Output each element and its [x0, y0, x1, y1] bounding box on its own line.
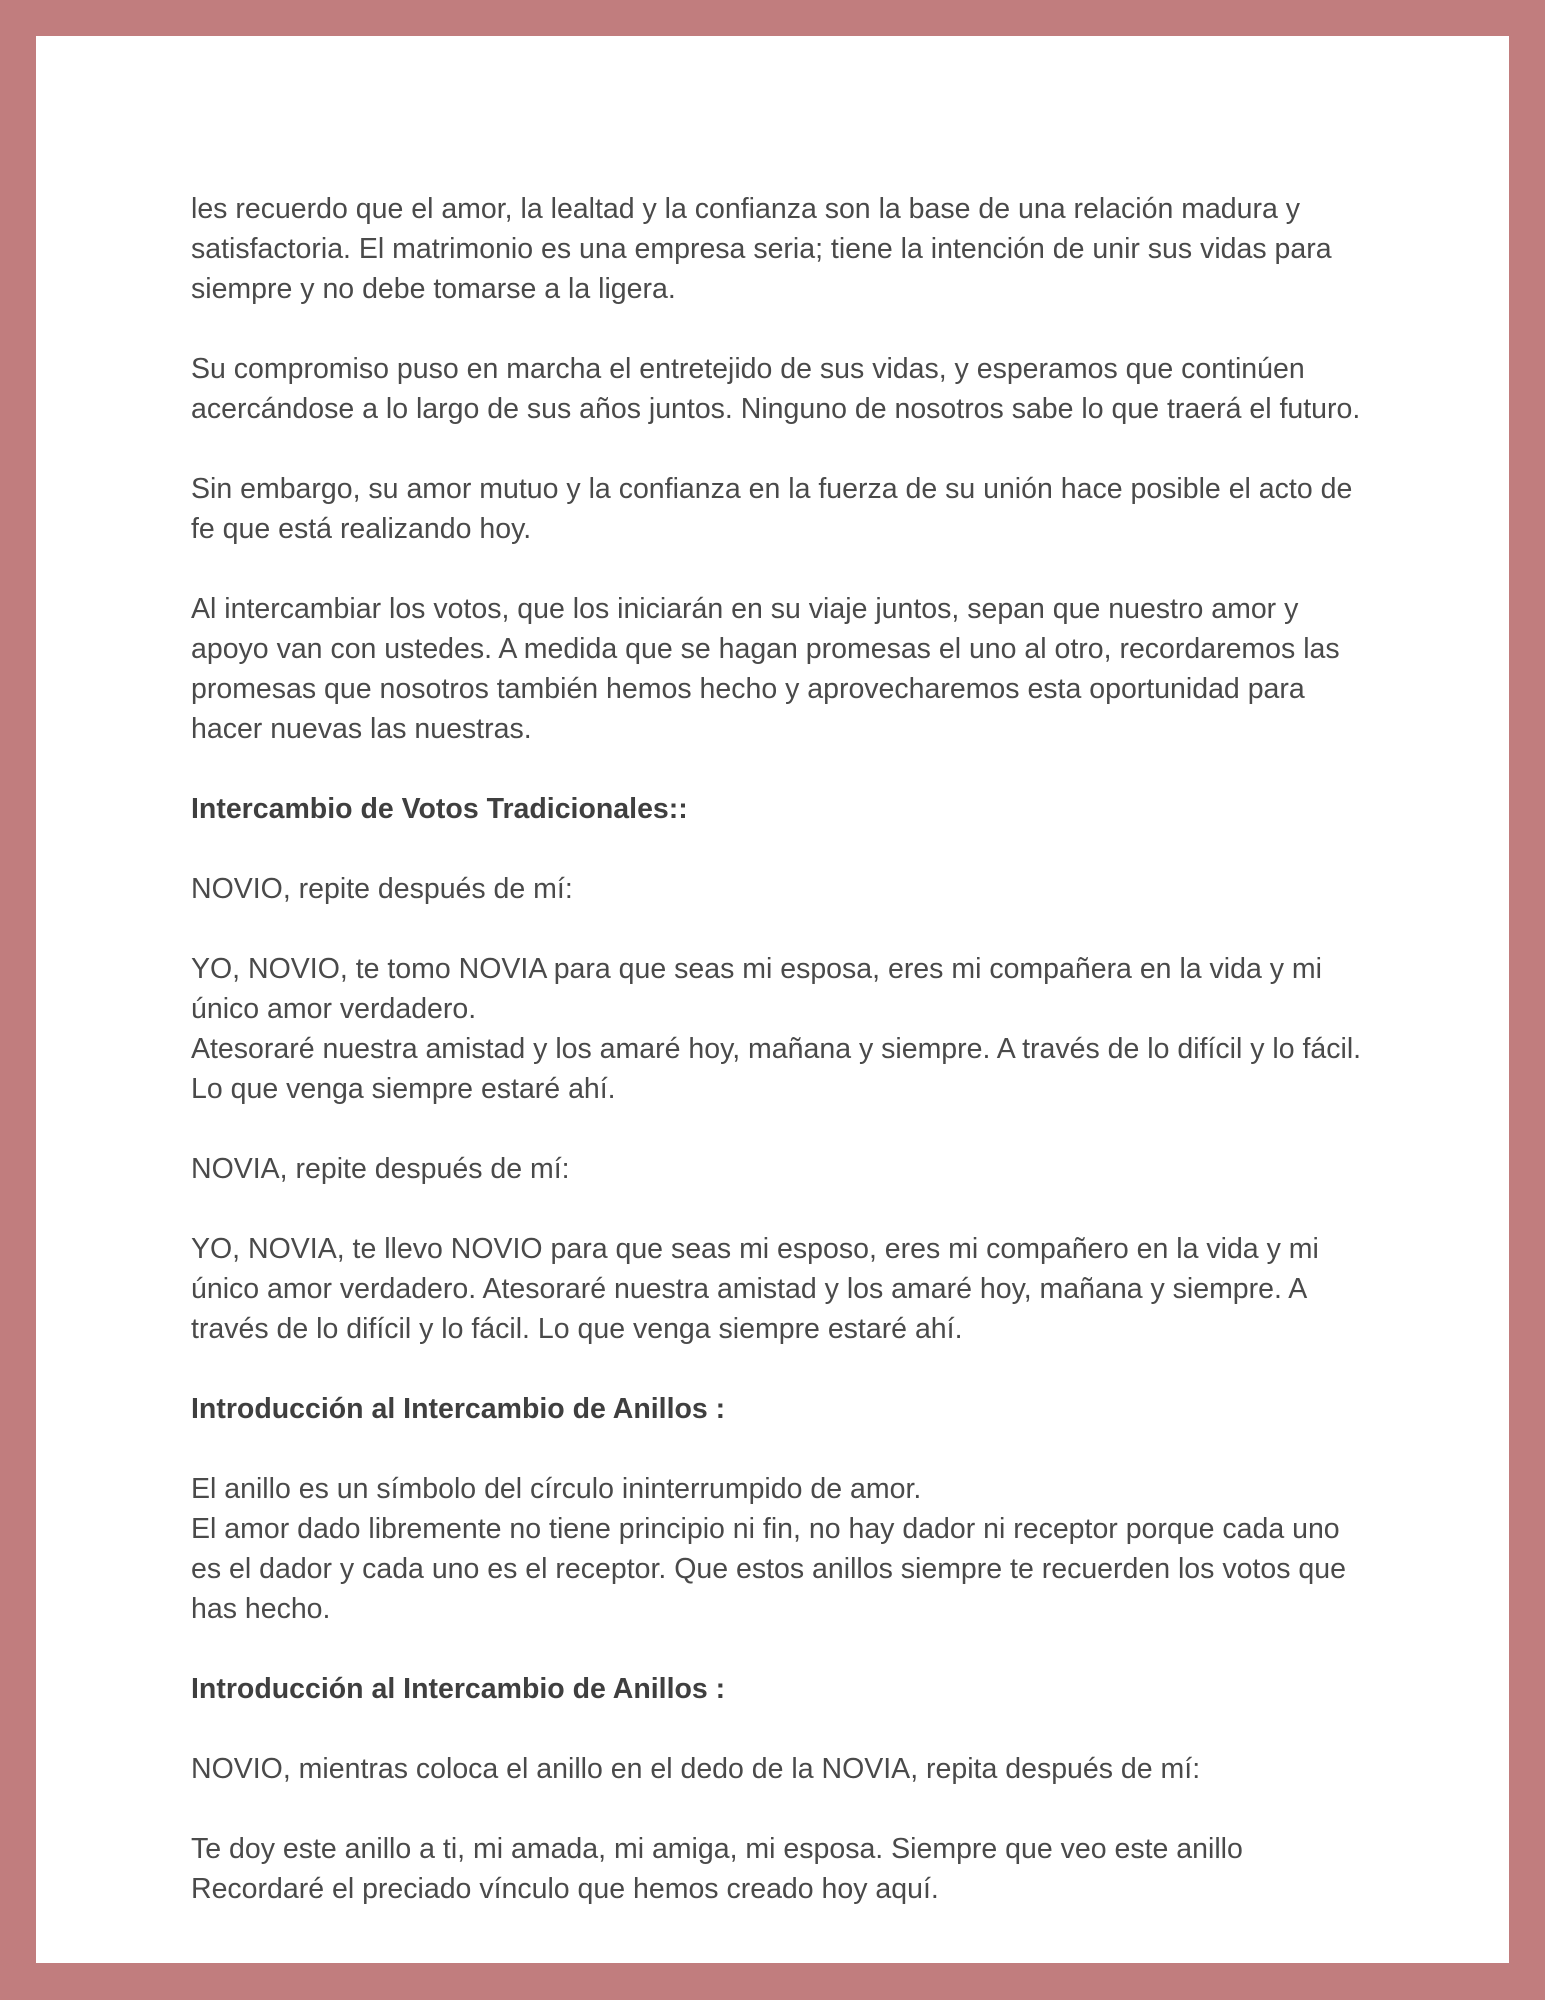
document-body [191, 189, 1461, 1909]
paragraph [191, 589, 1461, 749]
text-line: promesas que nosotros también hemos hecho y aprovecharemos esta oportunidad para [191, 673, 1305, 705]
paragraph [191, 1469, 1461, 1629]
text-line: has hecho. [191, 1593, 331, 1625]
text-line: apoyo van con ustedes. A medida que se hagan promesas el uno al otro, recordaremos las [191, 633, 1340, 665]
text-line: Lo que venga siempre estaré ahí. [191, 1073, 616, 1105]
text-line: acercándose a lo largo de sus años juntos. Ninguno de nosotros sabe lo que traerá el futuro. [191, 393, 1361, 425]
paragraph [191, 1829, 1461, 1909]
text-line: NOVIO, mientras coloca el anillo en el dedo de la NOVIA, repita después de mí: [191, 1753, 1201, 1785]
paragraph [191, 869, 1461, 909]
text-line: Recordaré el preciado vínculo que hemos creado hoy aquí. [191, 1873, 939, 1905]
paragraph [191, 1149, 1461, 1189]
text-line: NOVIA, repite después de mí: [191, 1153, 570, 1185]
section-heading: Introducción al Intercambio de Anillos : [191, 1393, 726, 1425]
document-page [36, 36, 1509, 1963]
text-line: través de lo difícil y lo fácil. Lo que venga siempre estaré ahí. [191, 1313, 963, 1345]
text-line: NOVIO, repite después de mí: [191, 873, 573, 905]
text-line: fe que está realizando hoy. [191, 513, 532, 545]
text-line: Al intercambiar los votos, que los iniciarán en su viaje juntos, sepan que nuestro amor y [191, 593, 1299, 625]
text-line: El anillo es un símbolo del círculo ininterrumpido de amor. [191, 1473, 922, 1505]
text-line: Atesoraré nuestra amistad y los amaré hoy, mañana y siempre. A través de lo difícil y lo fácil. [191, 1033, 1362, 1065]
text-line: único amor verdadero. Atesoraré nuestra amistad y los amaré hoy, mañana y siempre. A [191, 1273, 1308, 1305]
text-line: YO, NOVIO, te tomo NOVIA para que seas mi esposa, eres mi compañera en la vida y mi [191, 953, 1322, 985]
text-line: es el dador y cada uno es el receptor. Que estos anillos siempre te recuerden los votos que [191, 1553, 1346, 1585]
text-line: Te doy este anillo a ti, mi amada, mi amiga, mi esposa. Siempre que veo este anillo [191, 1833, 1243, 1865]
paragraph [191, 349, 1461, 429]
paragraph [191, 1749, 1461, 1789]
paragraph [191, 189, 1461, 309]
text-line: El amor dado libremente no tiene principio ni fin, no hay dador ni receptor porque cada uno [191, 1513, 1340, 1545]
paragraph [191, 1229, 1461, 1349]
paragraph [191, 949, 1461, 1109]
text-line: YO, NOVIA, te llevo NOVIO para que seas mi esposo, eres mi compañero en la vida y mi [191, 1233, 1319, 1265]
paragraph [191, 469, 1461, 549]
text-line: satisfactoria. El matrimonio es una empresa seria; tiene la intención de unir sus vidas para [191, 233, 1332, 265]
text-line: siempre y no debe tomarse a la ligera. [191, 273, 676, 305]
text-line: único amor verdadero. [191, 993, 477, 1025]
section-heading: Introducción al Intercambio de Anillos : [191, 1673, 726, 1705]
text-line: les recuerdo que el amor, la lealtad y la confianza son la base de una relación madura y [191, 193, 1301, 225]
text-line: hacer nuevas las nuestras. [191, 713, 532, 745]
text-line: Su compromiso puso en marcha el entretejido de sus vidas, y esperamos que continúen [191, 353, 1305, 385]
text-line: Sin embargo, su amor mutuo y la confianza en la fuerza de su unión hace posible el acto de [191, 473, 1353, 505]
section-heading: Intercambio de Votos Tradicionales:: [191, 793, 688, 825]
